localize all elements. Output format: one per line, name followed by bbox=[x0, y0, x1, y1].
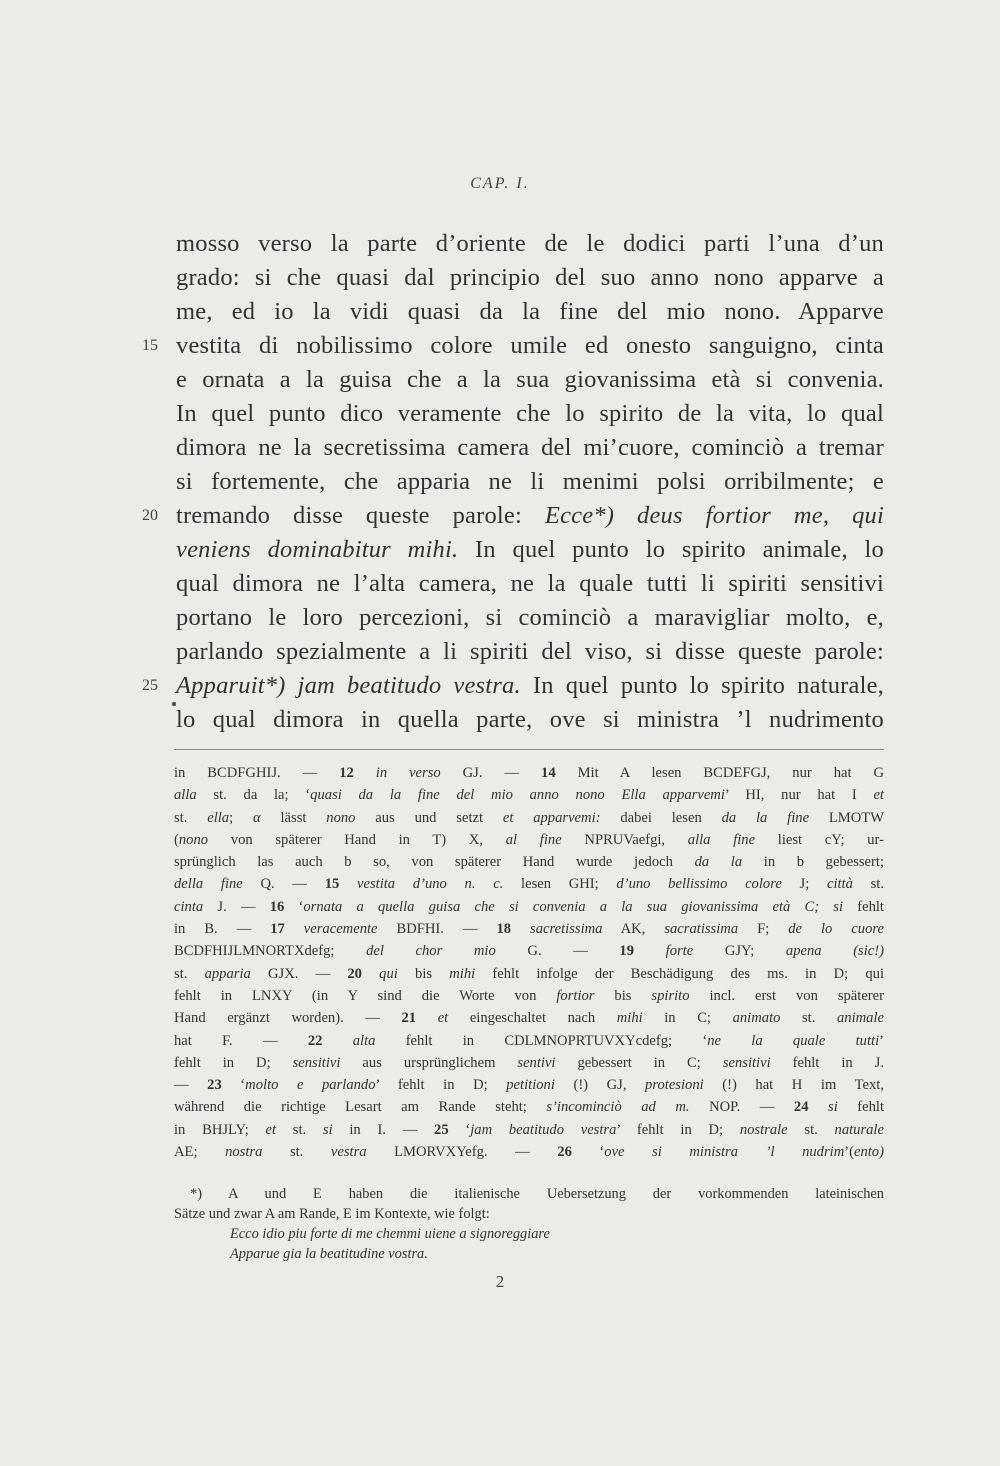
apparatus-segment: ella bbox=[207, 809, 230, 826]
apparatus-segment: nono bbox=[178, 831, 209, 848]
text-segment: In quel punto lo spirito animale, lo bbox=[458, 536, 884, 563]
apparatus-segment: ento) bbox=[853, 1144, 884, 1161]
apparatus-line-ref: 16 bbox=[269, 898, 285, 915]
apparatus-segment: in B. — bbox=[174, 921, 271, 938]
apparatus-segment: nono bbox=[326, 809, 356, 826]
apparatus-segment: sensitivi bbox=[292, 1054, 341, 1071]
apparatus-segment: veracemente bbox=[303, 921, 378, 938]
apparatus-line-ref: 19 bbox=[619, 943, 635, 960]
apparatus-segment: fehlt in LNXY (in Y sind die Worte von bbox=[174, 987, 557, 1004]
apparatus-segment: sensitivi bbox=[722, 1054, 771, 1071]
apparatus-segment: protesioni bbox=[645, 1077, 704, 1094]
apparatus-segment: fehlt in D; bbox=[174, 1054, 293, 1071]
apparatus-segment: ‘ bbox=[221, 1077, 246, 1094]
apparatus-line bbox=[174, 1074, 884, 1096]
critical-apparatus bbox=[174, 762, 884, 1163]
footnote-line: Ecco idio piu forte di me chemmi uiene a signoreggiare bbox=[230, 1226, 550, 1242]
apparatus-segment: hat F. — bbox=[174, 1032, 308, 1049]
apparatus-segment: in b gebessert; bbox=[742, 854, 885, 871]
apparatus-line bbox=[174, 1096, 884, 1118]
apparatus-segment: ; bbox=[229, 809, 253, 826]
apparatus-segment: LMORVXYefg. — bbox=[366, 1144, 558, 1161]
apparatus-segment: et apparvemi: bbox=[502, 809, 601, 826]
apparatus-segment: st. bbox=[787, 1121, 835, 1138]
apparatus-line bbox=[174, 1119, 884, 1141]
apparatus-line bbox=[174, 784, 884, 806]
apparatus-line bbox=[174, 1052, 884, 1074]
apparatus-segment: ove si ministra ’l nudrim bbox=[604, 1144, 845, 1161]
apparatus-segment: G. — bbox=[495, 943, 620, 960]
apparatus-segment: molto e parlando bbox=[245, 1077, 376, 1094]
apparatus-segment: sacratissima bbox=[664, 921, 739, 938]
line-number: 15 bbox=[142, 337, 158, 354]
apparatus-segment: nostrale bbox=[739, 1121, 788, 1138]
apparatus-segment bbox=[339, 876, 357, 892]
apparatus-segment: BDFHI. — bbox=[377, 921, 497, 938]
text-segment: dimora ne la secretissima camera del mi’cuore, cominciò a tremar bbox=[176, 434, 884, 461]
apparatus-segment: ‘ bbox=[571, 1144, 605, 1161]
apparatus-segment: ‘ bbox=[284, 898, 304, 915]
apparatus-segment: st. bbox=[262, 1144, 331, 1161]
apparatus-line bbox=[174, 918, 884, 940]
apparatus-line bbox=[174, 940, 884, 962]
text-line bbox=[176, 601, 884, 635]
apparatus-segment: α bbox=[253, 809, 261, 826]
apparatus-line bbox=[174, 985, 884, 1007]
apparatus-segment: in BHJLY; bbox=[174, 1121, 266, 1138]
text-line bbox=[176, 533, 884, 567]
apparatus-segment: GJX. — bbox=[250, 965, 348, 982]
apparatus-segment: sacretissima bbox=[530, 921, 603, 938]
apparatus-segment: lässt bbox=[260, 809, 327, 826]
apparatus-segment: si bbox=[828, 1099, 838, 1116]
apparatus-segment bbox=[634, 943, 666, 959]
apparatus-segment bbox=[416, 1010, 438, 1026]
apparatus-segment: naturale bbox=[834, 1121, 884, 1138]
apparatus-segment: liest cY; ur- bbox=[755, 831, 884, 848]
apparatus-segment: ’ fehlt in D; bbox=[616, 1121, 740, 1138]
apparatus-segment: ‘ bbox=[448, 1121, 471, 1138]
apparatus-line-ref: 23 bbox=[207, 1077, 222, 1094]
apparatus-line-ref: 14 bbox=[541, 765, 556, 781]
apparatus-segment: in C; bbox=[642, 1010, 733, 1027]
line-number: 25 bbox=[142, 677, 158, 694]
apparatus-segment: fehlt in CDLMNOPRTUVXYcdefg; ‘ bbox=[375, 1032, 708, 1049]
latin-quote: Ecce*) deus fortior me, qui bbox=[544, 502, 884, 529]
apparatus-segment: ’ HI, nur hat I bbox=[724, 787, 874, 804]
text-line bbox=[176, 397, 884, 431]
apparatus-segment: s’incominciò ad m. bbox=[546, 1099, 690, 1116]
apparatus-segment: J; bbox=[781, 876, 827, 893]
apparatus-segment bbox=[354, 765, 376, 781]
apparatus-segment bbox=[322, 1033, 352, 1049]
apparatus-segment: alta bbox=[352, 1032, 376, 1049]
text-segment: grado: si che quasi dal principio del suo anno nono apparve a bbox=[176, 264, 884, 291]
apparatus-line-ref: 20 bbox=[347, 965, 362, 982]
apparatus-segment: vestita d’uno n. c. bbox=[357, 876, 504, 893]
apparatus-segment bbox=[362, 966, 379, 982]
apparatus-segment: et bbox=[437, 1010, 449, 1027]
text-segment: portano le loro percezioni, si cominciò a maravigliar molto, e, bbox=[176, 604, 884, 631]
apparatus-segment: Mit A lesen BCDEFGJ, nur hat G bbox=[555, 765, 885, 781]
apparatus-segment: F; bbox=[738, 921, 789, 938]
apparatus-segment: nostra bbox=[225, 1144, 263, 1161]
apparatus-segment: dabei lesen bbox=[600, 809, 722, 826]
apparatus-segment: de lo cuore bbox=[788, 921, 884, 938]
footnote-line: Apparue gia la beatitudine vostra. bbox=[230, 1246, 428, 1262]
text-line bbox=[142, 669, 884, 703]
apparatus-segment: petitioni bbox=[506, 1077, 555, 1094]
apparatus-line-ref: 24 bbox=[793, 1099, 809, 1116]
apparatus-segment: eingeschaltet nach bbox=[448, 1010, 617, 1027]
apparatus-segment: (!) GJ, bbox=[554, 1077, 646, 1094]
apparatus-segment: ’( bbox=[844, 1144, 854, 1161]
ink-speck bbox=[172, 702, 176, 706]
apparatus-segment: st. bbox=[276, 1121, 323, 1138]
apparatus-rule bbox=[174, 749, 884, 750]
apparatus-segment: lesen GHI; bbox=[503, 876, 617, 893]
text-line bbox=[176, 363, 884, 397]
apparatus-line-ref: 21 bbox=[401, 1010, 417, 1027]
apparatus-segment: spirito bbox=[651, 987, 690, 1004]
apparatus-segment: apena (sic!) bbox=[785, 943, 884, 960]
apparatus-segment: (!) hat H im Text, bbox=[703, 1077, 884, 1094]
apparatus-segment: incl. erst von späterer bbox=[689, 987, 885, 1004]
apparatus-segment: animale bbox=[836, 1010, 885, 1027]
text-line bbox=[142, 499, 884, 533]
apparatus-segment: qui bbox=[379, 965, 398, 982]
text-segment: tremando disse queste parole: bbox=[176, 502, 545, 529]
apparatus-line bbox=[174, 1007, 884, 1029]
apparatus-segment: si bbox=[322, 1121, 333, 1138]
text-line bbox=[176, 567, 884, 601]
running-head: CAP. I. bbox=[470, 175, 530, 192]
apparatus-segment: GJ. — bbox=[440, 765, 542, 781]
apparatus-segment: st. bbox=[174, 965, 205, 982]
apparatus-segment: ornata a quella guisa che si convenia a la sua giovanissima età C; si bbox=[303, 898, 844, 915]
apparatus-segment: fehlt bbox=[843, 898, 884, 915]
text-segment: mosso verso la parte d’oriente de le dodici parti l’una d’un bbox=[176, 230, 884, 257]
text-line bbox=[176, 295, 884, 329]
apparatus-segment: GJY; bbox=[693, 943, 786, 960]
apparatus-segment: della fine bbox=[174, 876, 243, 893]
apparatus-line bbox=[174, 851, 884, 873]
footnote-line: Sätze und zwar A am Rande, E im Kontexte, wie folgt: bbox=[174, 1206, 490, 1222]
text-line bbox=[176, 703, 884, 737]
apparatus-segment: in BCDFGHIJ. — bbox=[174, 765, 340, 781]
apparatus-segment: d’uno bellissimo colore bbox=[616, 876, 782, 893]
apparatus-segment: apparia bbox=[204, 965, 251, 982]
apparatus-segment: in I. — bbox=[332, 1121, 435, 1138]
text-line bbox=[176, 635, 884, 669]
apparatus-segment: LMOTW bbox=[809, 809, 884, 826]
apparatus-segment: Hand ergänzt worden). — bbox=[174, 1010, 402, 1027]
apparatus-line-ref: 18 bbox=[496, 921, 512, 938]
apparatus-segment bbox=[809, 1099, 829, 1115]
apparatus-segment: ne la quale tutti bbox=[707, 1032, 880, 1049]
apparatus-segment: J. — bbox=[203, 898, 270, 915]
text-line bbox=[176, 261, 884, 295]
apparatus-segment: ’ fehlt in D; bbox=[375, 1077, 507, 1094]
apparatus-segment: fortior bbox=[556, 987, 595, 1004]
apparatus-segment: fehlt infolge der Beschädigung des ms. in D; qui bbox=[475, 965, 885, 982]
apparatus-segment: mihi bbox=[449, 965, 476, 982]
apparatus-segment: da la bbox=[694, 854, 743, 871]
apparatus-line-ref: 17 bbox=[270, 921, 285, 938]
apparatus-line-ref: 12 bbox=[339, 765, 354, 781]
apparatus-segment: bis bbox=[397, 965, 450, 982]
text-segment: qual dimora ne l’alta camera, ne la quale tutti li spiriti sensitivi bbox=[176, 570, 884, 597]
apparatus-segment: jam beatitudo vestra bbox=[470, 1121, 617, 1138]
line-number: 20 bbox=[142, 507, 158, 524]
apparatus-segment: et bbox=[873, 787, 884, 804]
apparatus-line-ref: 15 bbox=[324, 876, 340, 893]
apparatus-segment: Q. — bbox=[242, 876, 325, 893]
apparatus-line-ref: 22 bbox=[307, 1032, 323, 1049]
apparatus-segment: sprünglich las auch b so, von späterer Hand wurde jedoch bbox=[174, 854, 695, 871]
apparatus-segment: forte bbox=[665, 943, 694, 960]
text-segment: lo qual dimora in quella parte, ove si ministra ’l nudrimento bbox=[176, 706, 884, 733]
apparatus-segment: vestra bbox=[330, 1144, 367, 1161]
apparatus-segment: fehlt in J. bbox=[770, 1054, 884, 1071]
apparatus-segment: gebessert in C; bbox=[555, 1054, 723, 1071]
text-segment: si fortemente, che apparia ne li menimi polsi orribilmente; e bbox=[176, 468, 884, 495]
apparatus-segment: ’ bbox=[879, 1032, 884, 1049]
apparatus-line bbox=[174, 873, 884, 895]
apparatus-segment: in verso bbox=[375, 765, 441, 781]
apparatus-line bbox=[174, 762, 884, 784]
apparatus-line bbox=[174, 1141, 884, 1163]
apparatus-segment: sentivi bbox=[517, 1054, 556, 1071]
text-line bbox=[176, 465, 884, 499]
text-segment: e ornata a la guisa che a la sua giovanissima età si convenia. bbox=[176, 366, 884, 393]
apparatus-segment: bis bbox=[594, 987, 652, 1004]
text-segment: parlando spezialmente a li spiriti del viso, si disse queste parole: bbox=[176, 638, 884, 665]
latin-quote: Apparuit*) jam beatitudo vestra. bbox=[176, 672, 521, 699]
apparatus-segment: aus ursprünglichem bbox=[340, 1054, 518, 1071]
apparatus-line bbox=[174, 829, 884, 851]
text-segment: In quel punto lo spirito naturale, bbox=[520, 672, 884, 699]
apparatus-segment: st. bbox=[780, 1010, 837, 1027]
apparatus-line bbox=[174, 807, 884, 829]
apparatus-segment: st. da la; ‘ bbox=[196, 787, 311, 804]
apparatus-segment bbox=[285, 921, 304, 937]
main-text bbox=[142, 227, 884, 737]
apparatus-segment: alla bbox=[174, 787, 197, 804]
text-segment: In quel punto dico veramente che lo spirito de la vita, lo qual bbox=[176, 400, 884, 427]
text-segment: me, ed io la vidi quasi da la fine del mio nono. Apparve bbox=[176, 298, 884, 325]
apparatus-segment: alla fine bbox=[687, 831, 756, 848]
apparatus-segment: da la fine bbox=[721, 809, 810, 826]
apparatus-segment: aus und setzt bbox=[355, 809, 503, 826]
footnote bbox=[174, 1184, 884, 1264]
text-segment: vestita di nobilissimo colore umile ed onesto sanguigno, cinta bbox=[176, 332, 884, 359]
page-number: 2 bbox=[495, 1272, 505, 1291]
latin-quote: veniens dominabitur mihi. bbox=[176, 536, 459, 563]
apparatus-segment: während die richtige Lesart am Rande steht; bbox=[174, 1099, 547, 1116]
apparatus-segment: von späterer Hand in T) X, bbox=[208, 831, 506, 848]
apparatus-segment: AK, bbox=[602, 921, 665, 938]
apparatus-segment: animato bbox=[732, 1010, 781, 1027]
apparatus-segment: del chor mio bbox=[366, 943, 496, 960]
footnote-line: *) A und E haben die italienische Uebersetzung der vorkommenden lateinischen bbox=[190, 1186, 884, 1202]
apparatus-segment: mihi bbox=[616, 1010, 643, 1027]
apparatus-segment: fehlt bbox=[837, 1099, 884, 1116]
apparatus-segment: cinta bbox=[174, 898, 204, 915]
apparatus-segment bbox=[511, 921, 530, 937]
apparatus-segment: st. bbox=[852, 876, 885, 893]
apparatus-segment: NPRUVaefgi, bbox=[561, 831, 688, 848]
apparatus-segment: città bbox=[826, 876, 853, 893]
apparatus-line bbox=[174, 1030, 884, 1052]
text-line bbox=[176, 227, 884, 261]
text-line bbox=[142, 329, 884, 363]
text-line bbox=[176, 431, 884, 465]
apparatus-segment: — bbox=[174, 1077, 208, 1094]
apparatus-segment: AE; bbox=[174, 1144, 226, 1161]
apparatus-segment: et bbox=[265, 1121, 277, 1138]
apparatus-line bbox=[174, 896, 884, 918]
apparatus-segment: al fine bbox=[505, 831, 562, 848]
apparatus-line-ref: 25 bbox=[434, 1121, 449, 1138]
apparatus-segment: BCDFHIJLMNORTXdefg; bbox=[174, 943, 367, 960]
apparatus-segment: NOP. — bbox=[689, 1099, 794, 1116]
apparatus-segment: st. bbox=[174, 809, 208, 826]
apparatus-line bbox=[174, 963, 884, 985]
apparatus-segment: quasi da la fine del mio anno nono Ella apparvemi bbox=[310, 787, 725, 804]
apparatus-segment: ( bbox=[174, 831, 179, 848]
apparatus-line-ref: 26 bbox=[557, 1144, 572, 1161]
